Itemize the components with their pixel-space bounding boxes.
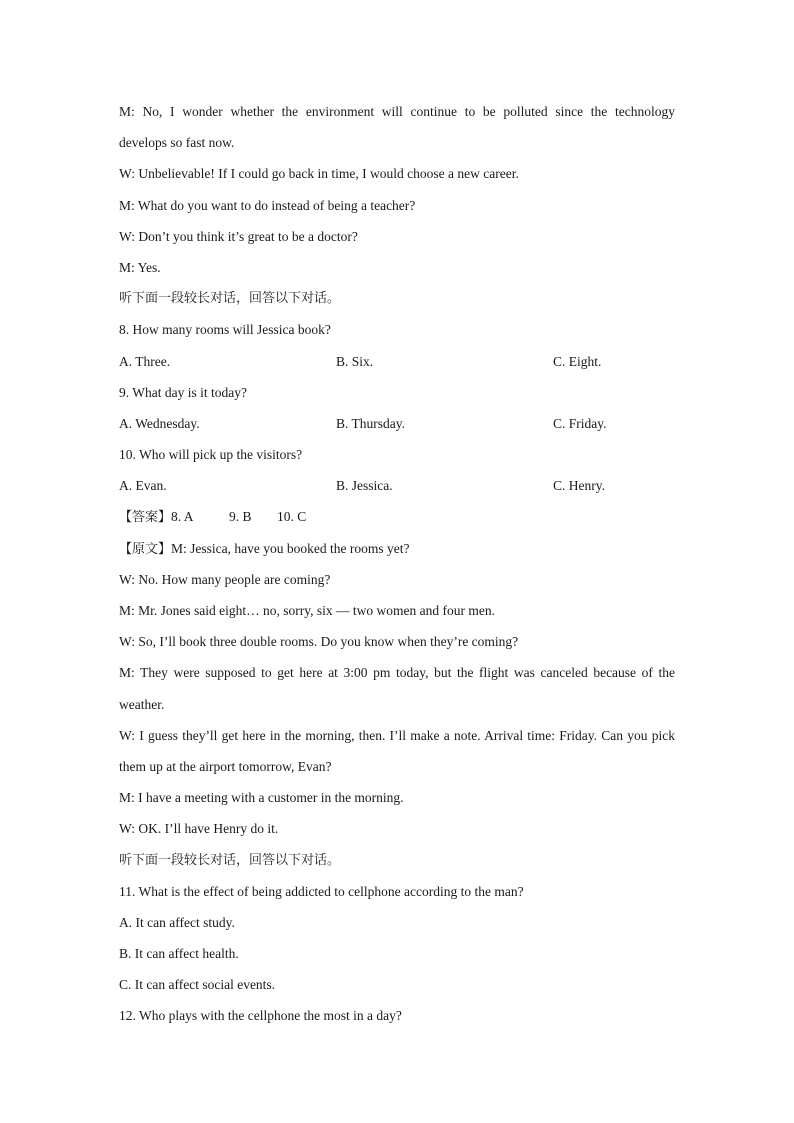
transcript-line: W: I guess they’ll get here in the morning, then. I’ll make a note. Arrival time: Friday. Can you pick xyxy=(119,727,675,743)
option-c: C. Friday. xyxy=(553,415,607,431)
section-header: 听下面一段较长对话，回答以下对话。 xyxy=(119,291,341,307)
answer-8: 8. A xyxy=(171,509,194,525)
dialogue-line: develops so fast now. xyxy=(119,135,235,151)
question-10-options xyxy=(119,470,675,501)
option-b: B. It can affect health. xyxy=(119,946,239,962)
option-a: A. It can affect study. xyxy=(119,914,235,930)
question-10: 10. Who will pick up the visitors? xyxy=(119,447,303,463)
option-b: B. Thursday. xyxy=(336,415,405,431)
answer-label: 【答案】 xyxy=(119,510,172,526)
dialogue-line: M: What do you want to do instead of being a teacher? xyxy=(119,197,416,213)
answer-10: 10. C xyxy=(277,509,307,525)
question-12: 12. Who plays with the cellphone the most in a day? xyxy=(119,1008,402,1024)
transcript-line: M: They were supposed to get here at 3:00 pm today, but the flight was canceled because of the xyxy=(119,665,675,681)
transcript-label: 【原文】 xyxy=(119,541,172,557)
document-page xyxy=(119,96,675,1032)
transcript-line: M: I have a meeting with a customer in the morning. xyxy=(119,790,404,806)
question-8: 8. How many rooms will Jessica book? xyxy=(119,322,331,338)
dialogue-line: W: Unbelievable! If I could go back in time, I would choose a new career. xyxy=(119,166,519,182)
dialogue-line: W: Don’t you think it’s great to be a doctor? xyxy=(119,228,358,244)
option-c: C. Eight. xyxy=(553,353,602,369)
transcript-text: M: Jessica, have you booked the rooms yet? xyxy=(171,540,410,556)
transcript-line: W: No. How many people are coming? xyxy=(119,571,331,587)
answer-line xyxy=(119,501,675,532)
transcript-line: weather. xyxy=(119,696,165,712)
transcript-line: M: Mr. Jones said eight… no, sorry, six — two women and four men. xyxy=(119,603,495,618)
option-a: A. Three. xyxy=(119,353,171,369)
question-9: 9. What day is it today? xyxy=(119,384,247,400)
question-9-options xyxy=(119,408,675,439)
option-c: C. It can affect social events. xyxy=(119,977,276,993)
section-header: 听下面一段较长对话，回答以下对话。 xyxy=(119,852,341,868)
transcript-line: W: OK. I’ll have Henry do it. xyxy=(119,821,279,837)
transcript-line: W: So, I’ll book three double rooms. Do you know when they’re coming? xyxy=(119,634,519,650)
option-b: B. Jessica. xyxy=(336,478,393,494)
option-b: B. Six. xyxy=(336,353,374,369)
option-c: C. Henry. xyxy=(553,478,605,494)
question-11: 11. What is the effect of being addicted to cellphone according to the man? xyxy=(119,883,524,899)
answer-9: 9. B xyxy=(229,509,252,525)
transcript-line xyxy=(119,533,675,564)
dialogue-line: M: No, I wonder whether the environment will continue to be polluted since the technology xyxy=(119,104,675,119)
option-a: A. Wednesday. xyxy=(119,415,200,431)
option-a: A. Evan. xyxy=(119,478,167,494)
question-8-options xyxy=(119,346,675,377)
transcript-line: them up at the airport tomorrow, Evan? xyxy=(119,758,332,774)
dialogue-line: M: Yes. xyxy=(119,259,161,275)
